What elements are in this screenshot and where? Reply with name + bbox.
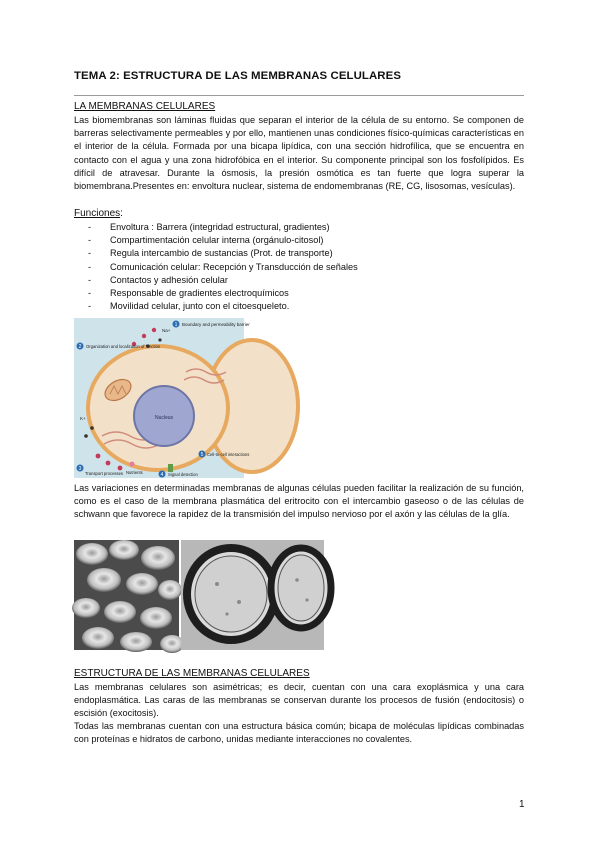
callout-number: 3 xyxy=(78,466,82,472)
axon xyxy=(195,556,267,632)
label-nutrients: Nutrients xyxy=(126,470,143,475)
molecule xyxy=(118,466,123,471)
list-dash: - xyxy=(88,301,92,312)
list-item xyxy=(88,234,358,247)
functions-colon: : xyxy=(120,208,123,219)
variations-paragraph: Las variaciones en determinadas membranas de algunas células pueden facilitar la realización de su función, como es el caso de la membrana plasmática del eritrocito con el intercambio gaseoso o de las células de schwann que favorece la rapidez de la transmisión del impulso nervioso por el axón y las células de la glía. xyxy=(74,483,524,520)
label-transport: Transport processes xyxy=(85,471,124,476)
erythrocyte-svg xyxy=(74,540,179,650)
molecule xyxy=(106,461,111,466)
title-divider xyxy=(74,95,524,96)
label-cellcell: Cell-to-cell interactions xyxy=(207,452,250,457)
list-dash: - xyxy=(88,261,92,272)
functions-list xyxy=(88,221,358,313)
label-signal: Signal detection xyxy=(168,472,198,477)
list-item xyxy=(88,300,358,313)
functions-label: Funciones xyxy=(74,208,121,219)
list-item-text: Responsable de gradientes electroquímicos xyxy=(110,287,289,298)
list-dash: - xyxy=(88,274,92,285)
list-dash: - xyxy=(88,235,92,246)
ion-na-label: Na+ xyxy=(162,328,171,333)
red-blood-cell xyxy=(76,543,108,565)
red-blood-cell xyxy=(126,573,158,595)
structure-paragraph-1: Las membranas celulares son asimétricas; es decir, cuentan con una cara exoplásmica y una cara endoplasmática. Las caras de las membranas se conservan durante los procesos de fusión (endocitosis) o escisión (exocitosis). xyxy=(74,682,524,719)
red-blood-cell xyxy=(109,540,139,560)
red-blood-cell xyxy=(140,607,172,629)
erythrocyte-micrograph xyxy=(74,540,179,650)
section-heading-membranas: LA MEMBRANAS CELULARES xyxy=(74,101,216,112)
list-item xyxy=(88,274,358,287)
functions-heading xyxy=(74,208,123,219)
organelle xyxy=(237,600,241,604)
label-boundary: Boundary and permeability barrier xyxy=(182,322,250,327)
list-dash: - xyxy=(88,287,92,298)
molecule xyxy=(152,328,156,332)
page-number: 1 xyxy=(519,799,525,810)
ion-k-label: K+ xyxy=(80,416,86,421)
myelin-svg xyxy=(181,540,324,650)
list-item-text: Movilidad celular, junto con el citoesqueleto. xyxy=(110,301,290,312)
list-item xyxy=(88,287,358,300)
list-item-text: Compartimentación celular interna (orgánulo-citosol) xyxy=(110,235,324,246)
red-blood-cell xyxy=(158,580,182,600)
section-heading-estructura: ESTRUCTURA DE LAS MEMBRANAS CELULARES xyxy=(74,668,310,679)
intro-paragraph: Las biomembranas son láminas fluidas que separan el interior de la célula de su entorno. Se componen de barreras selectivamente permeables y por ello, mantienen unas condiciones físico-químicas características en el interior de la célula. Formada por una bicapa lipídica, con una sección hidrofílica, que se encuentra en contacto con el agua y una zona hidrofóbica en el interior. Su componente principal son los fosfolípidos. Es difícil de atravesar. Durante la ósmosis, la presión osmótica es tan fuerte que logra superar la biomembrana.Presentes en: envoltura nuclear, sistema de endomembranas (RE, CG, lisosomas, vesículas). xyxy=(74,115,524,192)
list-dash: - xyxy=(88,248,92,259)
label-organization: Organization and localization of function xyxy=(86,344,161,349)
red-blood-cell xyxy=(87,568,121,592)
molecule xyxy=(84,434,88,438)
red-blood-cell xyxy=(82,627,114,649)
organelle xyxy=(295,578,299,582)
document-title: TEMA 2: ESTRUCTURA DE LAS MEMBRANAS CELULARES xyxy=(74,70,402,82)
callout-number: 4 xyxy=(160,472,164,478)
red-blood-cell xyxy=(141,546,175,570)
molecule xyxy=(142,334,146,338)
cell-diagram-svg xyxy=(74,318,250,478)
molecule xyxy=(90,426,94,430)
myelin-micrograph xyxy=(181,540,324,650)
list-item xyxy=(88,261,358,274)
molecule xyxy=(96,454,101,459)
red-blood-cell xyxy=(72,598,100,618)
organelle xyxy=(225,612,228,615)
list-item-text: Contactos y adhesión celular xyxy=(110,274,228,285)
callout-number: 5 xyxy=(200,452,204,458)
organelle xyxy=(215,582,219,586)
list-item xyxy=(88,221,358,234)
list-item-text: Envoltura : Barrera (integridad estructural, gradientes) xyxy=(110,222,330,232)
list-item-text: Comunicación celular: Recepción y Transducción de señales xyxy=(110,261,358,272)
receptor xyxy=(168,464,173,472)
list-item xyxy=(88,247,358,260)
red-blood-cell xyxy=(104,601,136,623)
callout-number: 1 xyxy=(174,322,178,328)
nucleus-label: Nucleus xyxy=(154,415,174,421)
molecule xyxy=(158,338,161,341)
organelle xyxy=(305,598,308,601)
red-blood-cell xyxy=(120,632,152,652)
structure-paragraph-2: Todas las membranas cuentan con una estructura básica común; bicapa de moléculas lipídicas combinadas con proteínas e hidratos de carbono, unidas mediante interacciones no covalentes. xyxy=(74,721,524,745)
axon xyxy=(278,555,324,621)
list-dash: - xyxy=(88,222,92,232)
callout-number: 2 xyxy=(78,344,82,350)
list-item-text: Regula intercambio de sustancias (Prot. de transporte) xyxy=(110,248,333,259)
cell-membrane-figure xyxy=(74,318,250,478)
molecule xyxy=(130,462,135,467)
